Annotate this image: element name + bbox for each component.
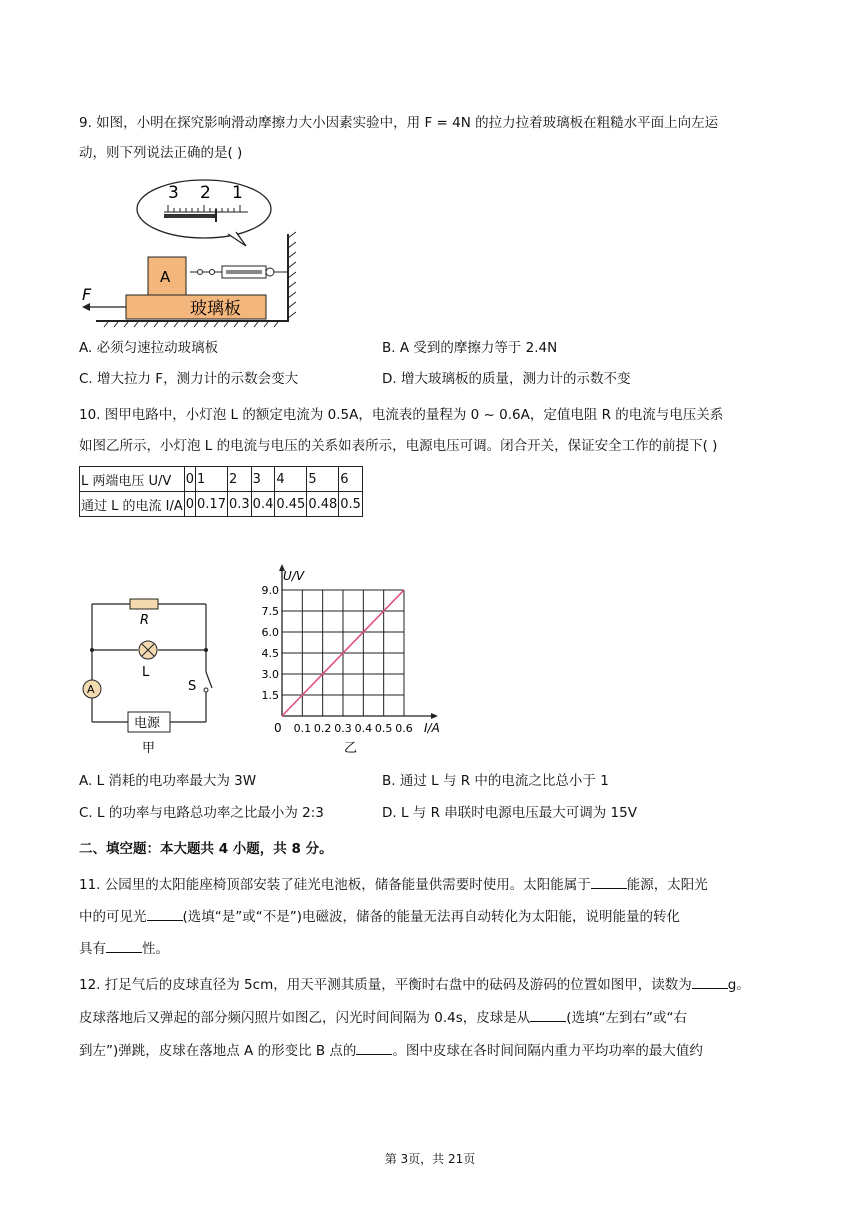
q11-line2 (79, 906, 680, 927)
section-heading: 二、填空题：本大题共 4 小题，共 8 分。 (79, 841, 333, 857)
q11-line3 (79, 938, 169, 959)
scale-label-1: 1 (232, 183, 243, 203)
q10-stem-line2: 如图乙所示，小灯泡 L 的电流与电压的关系如表所示，电源电压可调。闭合开关，保证安全工作的前提下( ) (79, 438, 718, 454)
x-tick-label: 0.2 (313, 722, 332, 735)
ammeter-label: A (87, 683, 95, 696)
q12-text: 皮球落地后又弹起的部分频闪照片如图乙，闪光时间间隔为 0.4s，皮球是从 (79, 1010, 531, 1026)
circuit-diagram (78, 592, 218, 764)
q10-option-d: D. L 与 R 串联时电源电压最大可调为 15V (382, 805, 637, 821)
q11-line1 (79, 874, 708, 895)
q12-text: 。图中皮球在各时间间隔内重力平均功率的最大值约 (392, 1043, 703, 1059)
table-cell: 0 (184, 467, 195, 492)
table-cell-label: 通过 L 的电流 I/A (80, 492, 185, 517)
y-tick-label: 3.0 (262, 668, 279, 681)
q9-option-b: B. A 受到的摩擦力等于 2.4N (382, 340, 558, 356)
scale-label-2: 2 (200, 183, 211, 203)
circuit-label-r: R (140, 613, 150, 628)
x-tick-label: 0.3 (334, 722, 352, 735)
table-row-current (80, 492, 363, 517)
table-cell: 0.4 (251, 492, 275, 517)
q12-text: 12. 打足气后的皮球直径为 5cm，用天平测其质量，平衡时右盘中的砝码及游码的位置如图甲，读数为 (79, 977, 692, 993)
q11-text: 中的可见光 (79, 909, 147, 925)
x-tick-label: 0.5 (374, 722, 393, 735)
x-tick-label: 0.4 (354, 722, 373, 735)
q9-stem-line2: 动，则下列说法正确的是( ) (79, 145, 243, 161)
q12-text: 到左”)弹跳，皮球在落地点 A 的形变比 B 点的 (79, 1043, 357, 1059)
q9-stem-line1: 9. 如图，小明在探究影响滑动摩擦力大小因素实验中，用 F = 4N 的拉力拉着玻璃板在粗糙水平面上向左运 (79, 115, 719, 131)
y-tick-label: 1.5 (262, 689, 279, 702)
y-tick-label: 6.0 (262, 626, 279, 639)
table-cell: 1 (196, 467, 228, 492)
q10-stem-line1: 10. 图甲电路中，小灯泡 L 的额定电流为 0.5A，电流表的量程为 0 ~ 0.6A，定值电阻 R 的电流与电压关系 (79, 407, 724, 423)
table-cell: 0.3 (227, 492, 251, 517)
table-cell: 0.48 (307, 492, 339, 517)
table-cell: 0.5 (339, 492, 363, 517)
answer-blank (356, 1040, 392, 1055)
circuit-label-l: L (142, 665, 150, 680)
q12-line2 (79, 1007, 687, 1028)
x-axis-label: I/A (424, 721, 440, 735)
q11-text: 11. 公园里的太阳能座椅顶部安装了硅光电池板，储备能量供需要时使用。太阳能属于 (79, 877, 591, 893)
lamp-iv-table (79, 466, 363, 517)
q12-line3 (79, 1040, 703, 1061)
x-tick-label: 0.6 (395, 722, 413, 735)
table-cell: 6 (339, 467, 363, 492)
resistor-uv-graph (262, 560, 462, 760)
q11-text: 能源，太阳光 (626, 877, 708, 893)
q12-line1 (79, 974, 750, 995)
q10-option-b: B. 通过 L 与 R 中的电流之比总小于 1 (382, 773, 609, 789)
q9-option-c: C. 增大拉力 F，测力计的示数会变大 (79, 371, 299, 387)
q9-friction-figure (78, 176, 318, 328)
switch-label: S (188, 679, 197, 694)
q11-text: 性。 (142, 941, 169, 957)
table-cell: 5 (307, 467, 339, 492)
x-tick-label: 0.1 (293, 722, 312, 735)
q11-text: (选填“是”或“不是”)电磁波，储备的能量无法再自动转化为太阳能，说明能量的转化 (182, 909, 681, 925)
table-cell: 0.17 (196, 492, 228, 517)
x-axis-arrow (431, 713, 438, 719)
q9-option-d: D. 增大玻璃板的质量，测力计的示数不变 (382, 371, 631, 387)
table-cell: 4 (275, 467, 307, 492)
force-label: F (82, 285, 92, 304)
graph-caption: 乙 (344, 741, 358, 756)
q12-text: g。 (727, 977, 750, 993)
q12-text: (选填“左到右”或“右 (566, 1010, 688, 1026)
q11-text: 具有 (79, 941, 106, 957)
table-cell: 2 (227, 467, 251, 492)
table-cell: 0.45 (275, 492, 307, 517)
table-cell-label: L 两端电压 U/V (80, 467, 185, 492)
answer-blank (591, 874, 627, 889)
q10-option-c: C. L 的功率与电路总功率之比最小为 2:3 (79, 805, 324, 821)
scale-label-3: 3 (168, 183, 179, 203)
q10-option-a: A. L 消耗的电功率最大为 3W (79, 773, 257, 789)
y-tick-label: 7.5 (262, 605, 279, 618)
answer-blank (106, 938, 142, 953)
power-source-label: 电源 (134, 716, 161, 731)
q9-option-a: A. 必须匀速拉动玻璃板 (79, 340, 219, 356)
origin-label: 0 (274, 721, 282, 735)
page-footer: 第 3页，共 21页 (384, 1152, 476, 1166)
y-tick-label: 4.5 (262, 647, 279, 660)
table-cell: 0 (184, 492, 195, 517)
answer-blank (147, 906, 183, 921)
table-row-voltage (80, 467, 363, 492)
answer-blank (692, 974, 728, 989)
circuit-caption: 甲 (142, 741, 156, 756)
y-axis-label: U/V (283, 569, 305, 583)
block-a-label: A (160, 268, 171, 286)
answer-blank (530, 1007, 566, 1022)
board-label: 玻璃板 (190, 299, 241, 319)
y-tick-label: 9.0 (262, 584, 279, 597)
table-cell: 3 (251, 467, 275, 492)
